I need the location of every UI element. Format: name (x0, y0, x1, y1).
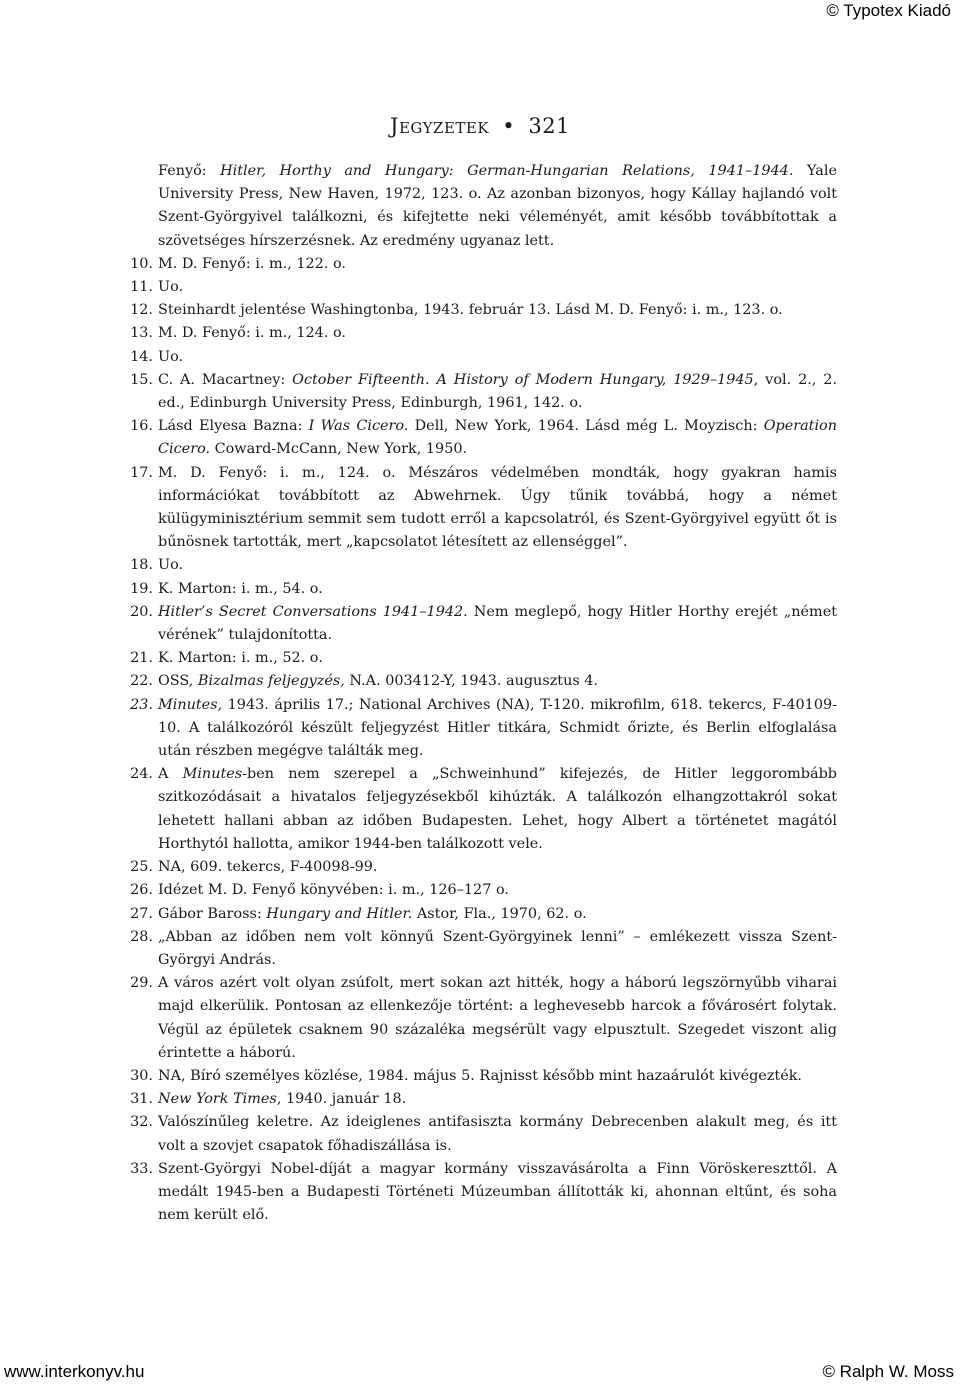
note-text: Uo. (158, 279, 184, 296)
note-text: Coward-McCann, New York, 1950. (210, 441, 468, 458)
note-text: , 1943. április 17.; National Archives (NA), T-120. mikrofilm, 618. tekercs, F-40109-10. A találkozóról készült feljegyzést Hitler titkára, Schmidt őrizte, és Berlin elfoglalása után részben megégve találták meg. (158, 696, 837, 760)
note-number: 21. (130, 650, 153, 667)
endnote (125, 903, 837, 926)
note-text: Uo. (158, 348, 184, 365)
note-number: 16. (130, 418, 153, 435)
note-number: 19. (130, 580, 153, 597)
endnote (125, 253, 837, 276)
note-body (158, 763, 837, 856)
note-number: 31. (130, 1091, 153, 1108)
note-body (158, 856, 837, 879)
copyright-author: © Ralph W. Moss (822, 1362, 954, 1381)
note-text: N.A. 003412-Y, 1943. augusztus 4. (344, 673, 599, 690)
note-text: K. Marton: i. m., 52. o. (158, 650, 323, 667)
endnote (125, 346, 837, 369)
note-number: 20. (130, 603, 153, 620)
note-body (158, 647, 837, 670)
note-text: M. D. Fenyő: i. m., 122. o. (158, 255, 346, 272)
note-text: , 1940. január 18. (276, 1091, 407, 1108)
endnote (125, 1111, 837, 1157)
note-text: M. D. Fenyő: i. m., 124. o. (158, 325, 346, 342)
endnote (125, 763, 837, 856)
endnote (125, 578, 837, 601)
note-text: Gábor Baross: (158, 905, 267, 922)
endnote (125, 415, 837, 461)
website-link[interactable]: www.interkonyv.hu (4, 1362, 145, 1381)
note-number: 22. (130, 673, 153, 690)
italic-title: Hitler’s Secret Conversations 1941–1942. (158, 603, 468, 620)
note-number: 28. (130, 928, 153, 945)
note-body (158, 670, 837, 693)
note-number: 30. (130, 1067, 153, 1084)
note-number: 27. (130, 905, 153, 922)
note-text: Szent-Györgyi Nobel-díját a magyar kormány visszavásárolta a Finn Vöröskereszttől. A medált 1945-ben a Budapesti Történeti Múzeumban állították ki, ahonnan eltűnt, és soha nem került elő. (158, 1160, 837, 1224)
note-number: 14. (130, 348, 153, 365)
italic-title: New York Times (158, 1091, 277, 1108)
endnote (125, 322, 837, 345)
note-body (158, 462, 837, 555)
note-text: Idézet M. D. Fenyő könyvében: i. m., 126–127 o. (158, 882, 509, 899)
note-text: , vol. 2., 2. ed., Edinburgh University Press, Edinburgh, 1961, 142. o. (158, 371, 838, 412)
endnote (125, 1158, 837, 1228)
note-number: 29. (130, 975, 153, 992)
note-text: Astor, Fla., 1970, 62. o. (412, 905, 587, 922)
note-number: 11. (130, 279, 153, 296)
note-number: 13. (130, 325, 153, 342)
running-header (0, 114, 960, 138)
note-body (158, 554, 837, 577)
note-body (158, 1158, 837, 1228)
note-body (158, 903, 837, 926)
note-text: NA, Bíró személyes közlése, 1984. május 5. Rajnisst később mint hazaárulót kivégezték. (158, 1067, 803, 1084)
note-text: Dell, New York, 1964. Lásd még L. Moyzisch: (408, 418, 764, 435)
note-number: 15. (130, 371, 153, 388)
italic-title: Hitler, Horthy and Hungary: German-Hungarian Relations, 1941–1944. (220, 163, 794, 179)
note-text: A város azért volt olyan zsúfolt, mert sokan azt hitték, hogy a háború legszörnyűbb viharai majd elkerülik. Pontosan az ellenkezője történt: a leghevesebb harcok a fővárosért folytak. Végül az épületek csaknem 90 százaléka megsérült vagy elpusztult. Szegedet viszont alig érintette a háború. (158, 975, 837, 1061)
endnote (125, 694, 837, 764)
note-body (158, 369, 837, 415)
note-text: K. Marton: i. m., 54. o. (158, 580, 323, 597)
endnote (125, 462, 837, 555)
note-number: 32. (130, 1114, 153, 1131)
note-text: A (158, 766, 183, 783)
note-text: -ben nem szerepel a „Schweinhund” kifejezés, de Hitler leggorombább szitkozódásait a hivatalos feljegyzésekből kihúzták. A találkozón elhangzottakról sokat lehetett hallani abban az időben Budapesten. Lehet, hogy Albert a történetet magától Horthytól hallotta, amikor 1944-ben találkozott vele. (158, 766, 837, 852)
endnote (125, 926, 837, 972)
italic-title: Bizalmas feljegyzés, (197, 673, 345, 690)
note-number: 23. (130, 696, 153, 713)
note-body (158, 1065, 837, 1088)
italic-title: October Fifteenth. A History of Modern Hungary, 1929–1945 (292, 371, 754, 388)
note-body (158, 415, 837, 461)
note-number: 17. (130, 464, 153, 481)
note-body (158, 601, 837, 647)
note-text: Valószínűleg keletre. Az ideiglenes antifasiszta kormány Debrecenben alakult meg, és itt volt a szovjet csapatok főhadiszállása is. (158, 1114, 837, 1154)
endnote (125, 554, 837, 577)
endnote (125, 879, 837, 902)
note-body (158, 322, 837, 345)
note-body (158, 276, 837, 299)
endnote (125, 856, 837, 879)
section-title: Jegyzetek (390, 114, 490, 138)
note-number: 25. (130, 859, 153, 876)
note-continuation (125, 160, 837, 253)
note-body (158, 346, 837, 369)
note-number: 33. (130, 1160, 153, 1177)
note-body (158, 578, 837, 601)
note-body (158, 253, 837, 276)
note-text: M. D. Fenyő: i. m., 124. o. Mészáros védelmében mondták, hogy gyakran hamis információkat továbbított az Abwehrnek. Úgy tűnik továbbá, hogy a német külügyminisztérium semmit sem tudott erről a kapcsolatról, és Szent-Györgyivel együtt őt is bűnösnek tartották, mert „kapcsolatot létesített az ellenséggel”. (158, 464, 837, 551)
italic-title: Operation Cicero. (158, 418, 837, 458)
endnote (125, 647, 837, 670)
note-number: 26. (130, 882, 153, 899)
note-text: Uo. (158, 557, 184, 574)
endnote (125, 670, 837, 693)
note-body (158, 299, 837, 322)
note-body (158, 879, 837, 902)
note-text: Yale University Press, New Haven, 1972, 123. o. Az azonban bizonyos, hogy Kállay hajlandó volt Szent-Györgyivel találkozni, és kifejtette neki véleményét, amit később továbbítottak a szövetséges hírszerzésnek. Az eredmény ugyanaz lett. (158, 163, 837, 249)
note-body (158, 926, 837, 972)
note-text: Nem meglepő, hogy Hitler Horthy erejét „német vérének” tulajdonította. (158, 603, 837, 644)
endnote (125, 1088, 837, 1111)
italic-title: I Was Cicero. (308, 418, 409, 435)
italic-title: Hungary and Hitler. (266, 905, 413, 922)
note-text: Lásd Elyesa Bazna: (158, 418, 309, 435)
note-body (158, 694, 837, 764)
endnote (125, 601, 837, 647)
note-number: 18. (130, 557, 153, 574)
note-body (158, 972, 837, 1065)
endnote (125, 972, 837, 1065)
note-text: Steinhardt jelentése Washingtonba, 1943. február 13. Lásd M. D. Fenyő: i. m., 123. o. (158, 302, 783, 319)
note-body (158, 1111, 837, 1157)
endnote (125, 369, 837, 415)
note-number: 10. (130, 255, 153, 272)
note-text: OSS, (158, 673, 198, 690)
note-number: 12. (130, 302, 153, 319)
note-text: „Abban az időben nem volt könnyű Szent-Györgyinek lenni” – emlékezett vissza Szent-Györgyi András. (158, 928, 837, 968)
note-text: C. A. Macartney: (158, 371, 293, 388)
note-text: NA, 609. tekercs, F-40098-99. (158, 859, 378, 876)
bullet-separator: • (502, 114, 516, 138)
note-body (158, 1088, 837, 1111)
italic-title: Minutes (182, 766, 243, 783)
note-number: 24. (130, 766, 153, 783)
copyright-publisher: © Typotex Kiadó (826, 1, 951, 20)
note-text: Fenyő: (158, 163, 221, 179)
endnotes-list (125, 160, 837, 1227)
endnote (125, 1065, 837, 1088)
italic-title: Minutes (158, 696, 218, 713)
page-number: 321 (528, 114, 570, 138)
endnote (125, 299, 837, 322)
endnote (125, 276, 837, 299)
